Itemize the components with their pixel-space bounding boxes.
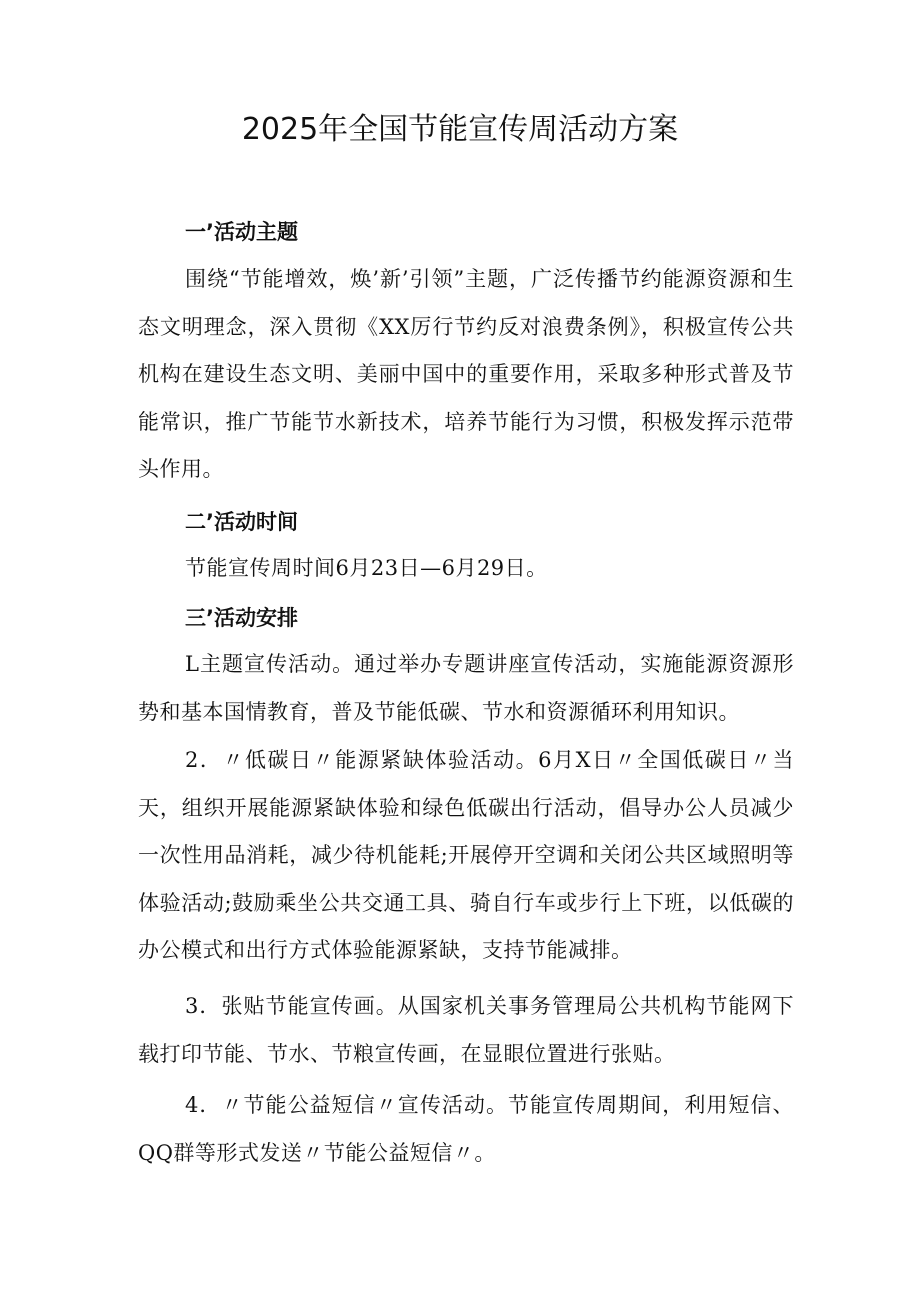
- section-body-theme: 围绕“节能增效，焕’新’引领”主题，广泛传播节约能源资源和生态文明理念，深入贯彻《XX厉行节约反对浪费条例》，积极宣传公共机构在建设生态文明、美丽中国中的重要作用，采取多种形式普及节能常识，推广节能节水新技术，培养节能行为习惯，积极发挥示范带头作用。: [138, 267, 794, 481]
- arrangement-item-3: 3．张贴节能宣传画。从国家机关事务管理局公共机构节能网下载打印节能、节水、节粮宣传画，在显眼位置进行张贴。: [138, 994, 794, 1066]
- arrangement-item-2: 2．〃低碳日〃能源紧缺体验活动。6月X日〃全国低碳日〃当天，组织开展能源紧缺体验和绿色低碳出行活动，倡导办公人员减少一次性用品消耗，减少待机能耗;开展停开空调和关闭公共区域照明等体验活动;鼓励乘坐公共交通工具、骑自行车或步行上下班，以低碳的办公模式和出行方式体验能源紧缺，支持节能减排。: [138, 748, 794, 962]
- document-title: 2025年全国节能宣传周活动方案: [241, 112, 679, 147]
- section-heading-arrangement: 三’活动安排: [185, 606, 298, 630]
- section-heading-time: 二’活动时间: [185, 510, 298, 534]
- section-heading-theme: 一’活动主题: [185, 220, 298, 244]
- arrangement-item-4: 4．〃节能公益短信〃宣传活动。节能宣传周期间，利用短信、QQ群等形式发送〃节能公益短信〃。: [138, 1093, 794, 1165]
- arrangement-item-1: L主题宣传活动。通过举办专题讲座宣传活动，实施能源资源形势和基本国情教育，普及节能低碳、节水和资源循环利用知识。: [138, 652, 794, 724]
- section-body-time: 节能宣传周时间6月23日—6月29日。: [185, 556, 548, 580]
